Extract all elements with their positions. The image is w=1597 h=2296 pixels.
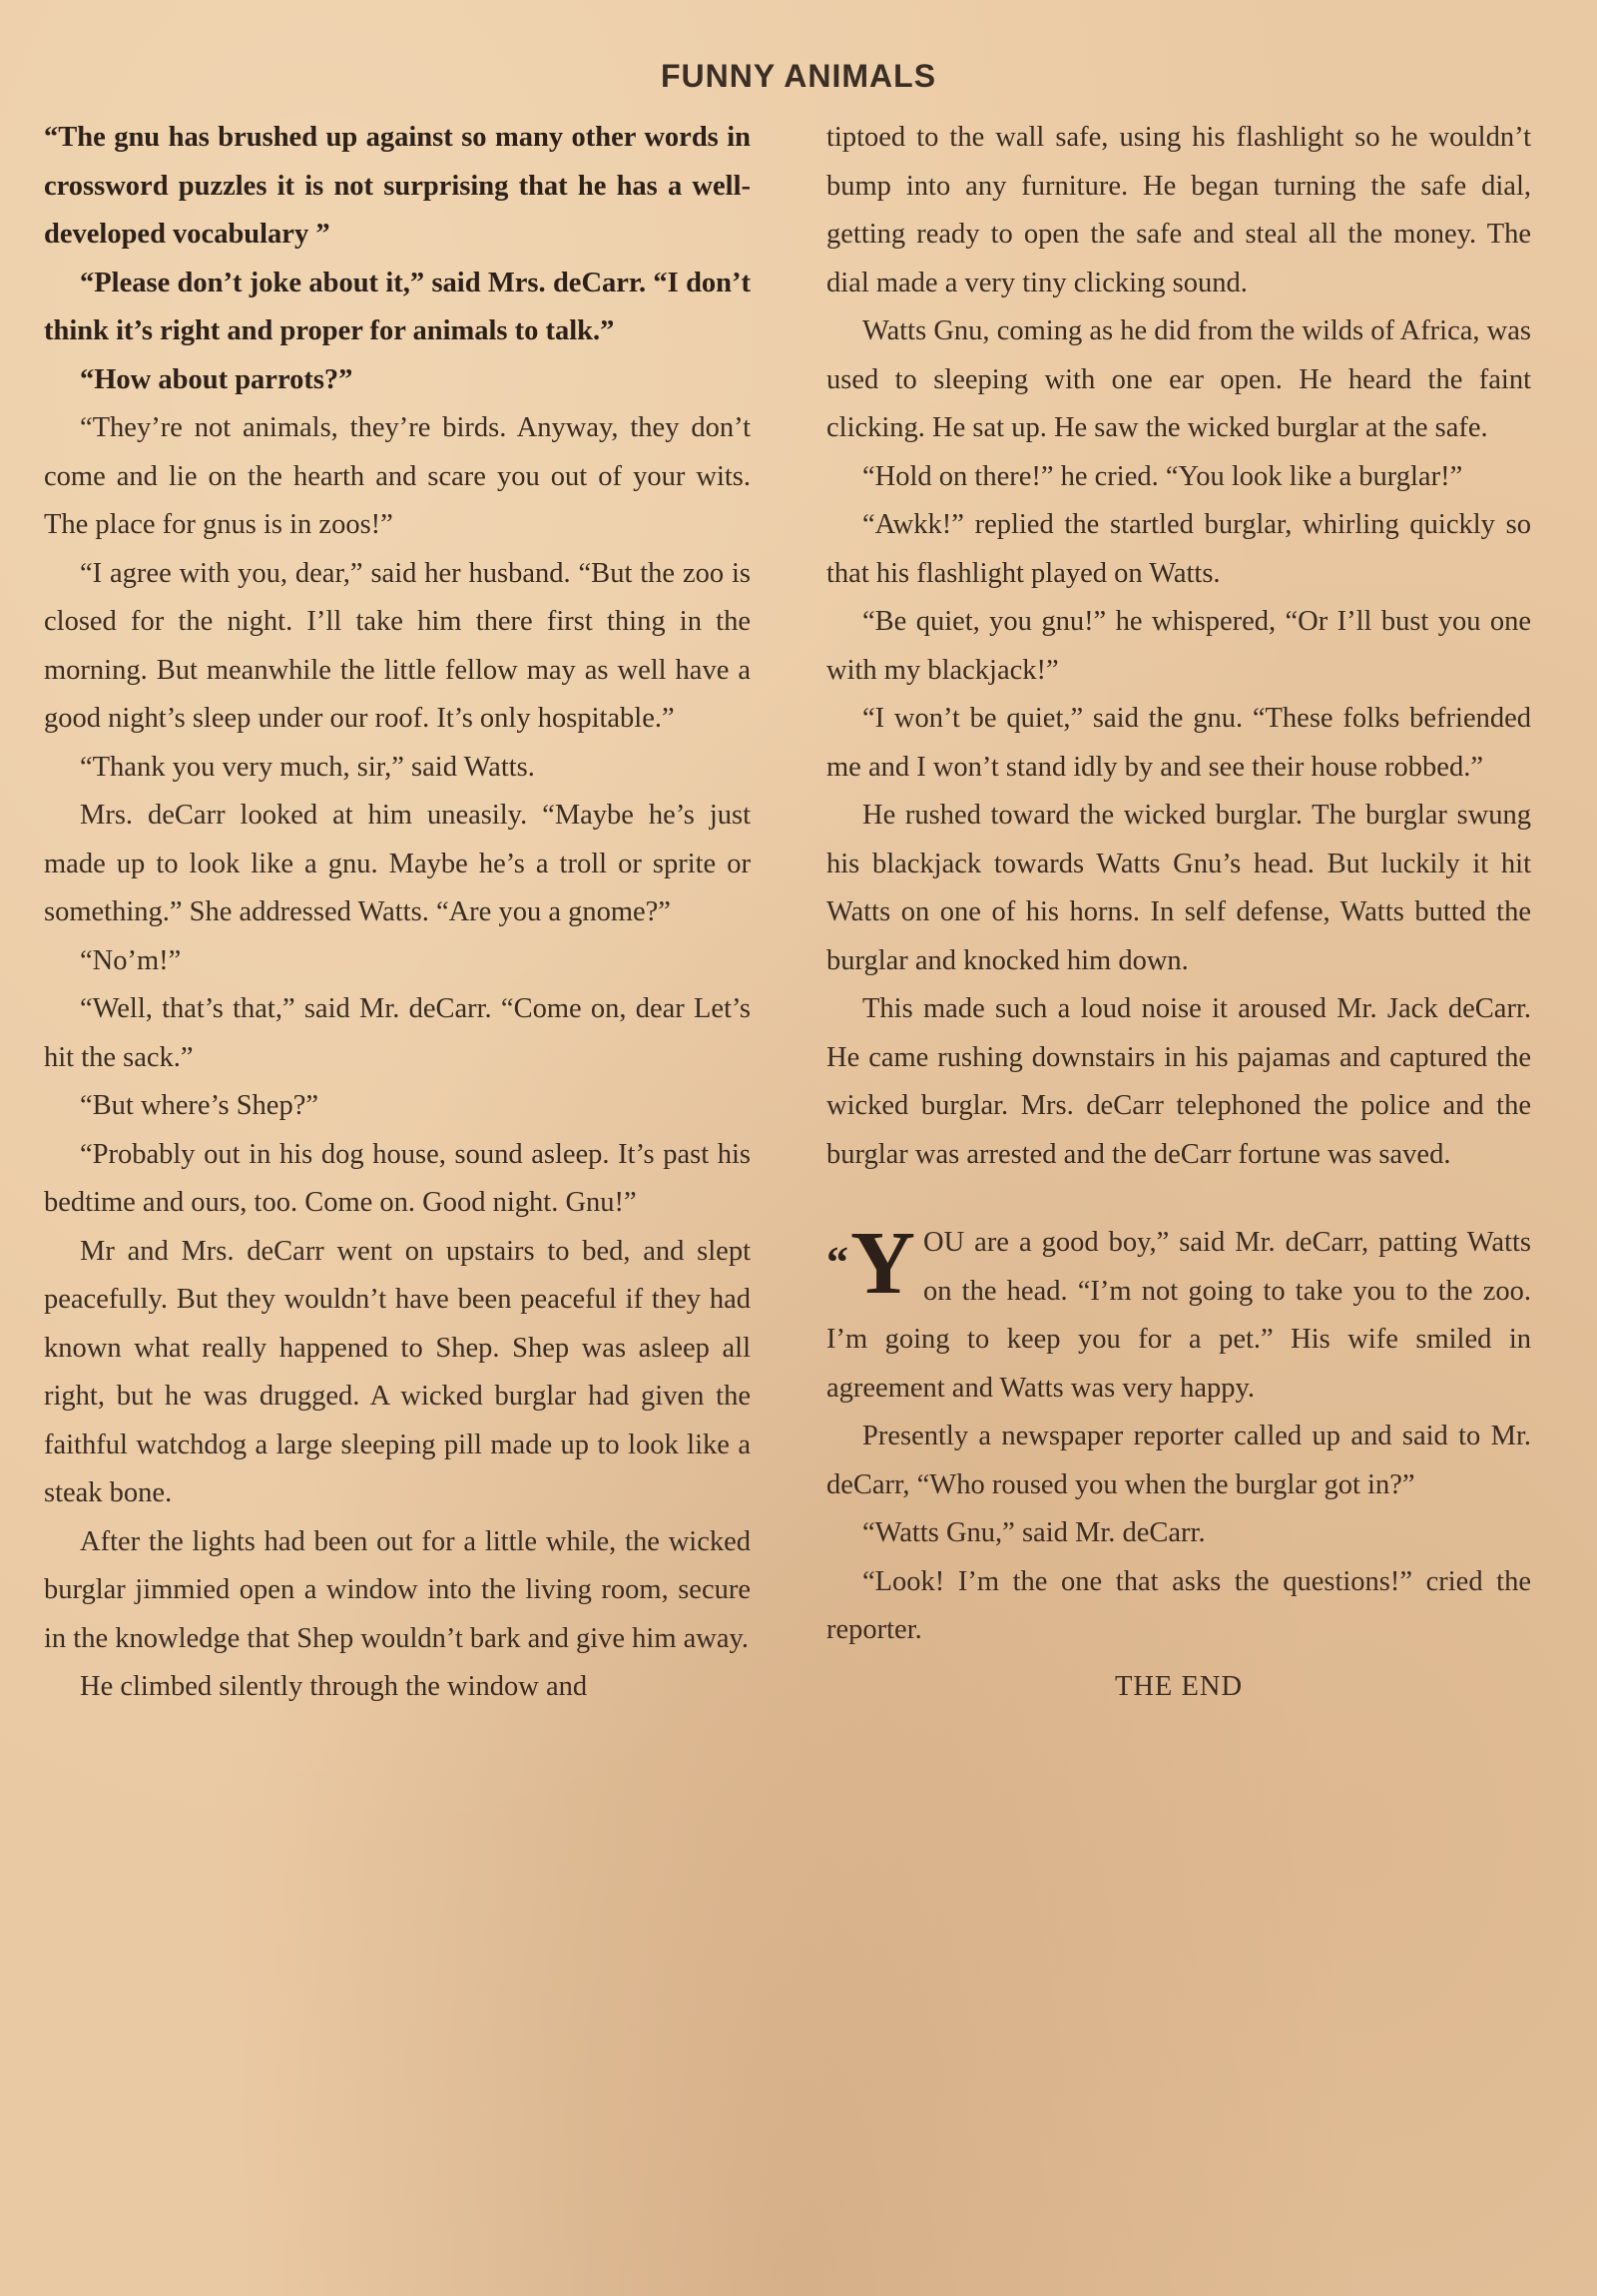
paragraph: “Probably out in his dog house, sound asleep. It’s past his bedtime and ours, too. Come on. Good night. Gnu!” <box>44 1138 751 1218</box>
left-column <box>44 114 751 1712</box>
paragraph: “Watts Gnu,” said Mr. deCarr. <box>862 1517 1206 1548</box>
paragraph: This made such a loud noise it aroused Mr. Jack deCarr. He came rushing downstairs in his pajamas and captured the wicked burglar. Mrs. deCarr telephoned the police and the burglar was arrested and the deCarr fortune was saved. <box>826 993 1531 1170</box>
paragraph: “Look! I’m the one that asks the questions!” cried the reporter. <box>826 1565 1531 1645</box>
paragraph: “I won’t be quiet,” said the gnu. “These folks befriended me and I won’t stand idly by and see their house robbed.” <box>826 703 1531 783</box>
paragraph: He rushed toward the wicked burglar. The burglar swung his blackjack towards Watts Gnu’s head. But luckily it hit Watts on one of his horns. In self defense, Watts butted the burglar and knocked him down. <box>826 800 1531 976</box>
page-header: FUNNY ANIMALS <box>660 58 937 94</box>
paragraph: “They’re not animals, they’re birds. Anyway, they don’t come and lie on the hearth and scare you out of your wits. The place for gnus is in zoos!” <box>44 412 751 540</box>
paragraph: “Please don’t joke about it,” said Mrs. deCarr. “I don’t think it’s right and proper for animals to talk.” <box>44 267 751 346</box>
section-break <box>826 1179 1531 1219</box>
paragraph-text: OU are a good boy,” said Mr. deCarr, patting Watts on the head. “I’m not going to take you to the zoo. I’m going to keep you for a pet.” His wife smiled in agreement and Watts was very happy. <box>826 1227 1531 1404</box>
paragraph: “Thank you very much, sir,” said Watts. <box>80 751 535 783</box>
paragraph: Presently a newspaper reporter called up and said to Mr. deCarr, “Who roused you when the burglar got in?” <box>826 1421 1531 1500</box>
paragraph: “Hold on there!” he cried. “You look like a burglar!” <box>862 460 1463 492</box>
right-column <box>826 114 1531 1711</box>
paragraph: “No’m!” <box>80 944 182 976</box>
paragraph: “Awkk!” replied the startled burglar, whirling quickly so that his flashlight played on Watts. <box>826 509 1531 589</box>
paragraph: “I agree with you, dear,” said her husband. “But the zoo is closed for the night. I’ll take him there first thing in the morning. But meanwhile the little fellow may as well have a good night’s sleep under our roof. It’s only hospitable.” <box>44 557 751 734</box>
paragraph: “Be quiet, you gnu!” he whispered, “Or I’ll bust you one with my blackjack!” <box>826 606 1531 686</box>
paragraph: “But where’s Shep?” <box>80 1090 319 1121</box>
the-end: THE END <box>1114 1670 1244 1702</box>
paragraph: Mrs. deCarr looked at him uneasily. “Maybe he’s just made up to look like a gnu. Maybe he’s a troll or sprite or something.” She addressed Watts. “Are you a gnome?” <box>44 800 751 927</box>
paragraph: tiptoed to the wall safe, using his flashlight so he wouldn’t bump into any furniture. He began turning the safe dial, getting ready to open the safe and steal all the money. The dial made a very tiny clicking sound. <box>826 122 1531 298</box>
dropcap-quote: “ <box>826 1238 848 1287</box>
paragraph: Watts Gnu, coming as he did from the wilds of Africa, was used to sleeping with one ear open. He heard the faint clicking. He sat up. He saw the wicked burglar at the safe. <box>826 315 1531 443</box>
paragraph: “Well, that’s that,” said Mr. deCarr. “Come on, dear Let’s hit the sack.” <box>44 993 751 1073</box>
paragraph: He climbed silently through the window and <box>80 1671 588 1702</box>
paragraph: “How about parrots?” <box>80 363 353 395</box>
dropcap-letter: Y <box>850 1214 915 1313</box>
paragraph: After the lights had been out for a little while, the wicked burglar jimmied open a window into the living room, secure in the knowledge that Shep wouldn’t bark and give him away. <box>44 1525 751 1654</box>
paragraph: Mr and Mrs. deCarr went on upstairs to bed, and slept peacefully. But they wouldn’t have been peaceful if they had known what really happened to Shep. Shep was asleep all right, but he was drugged. A wicked burglar had given the faithful watchdog a large sleeping pill made up to look like a steak bone. <box>44 1235 751 1508</box>
paragraph: “The gnu has brushed up against so many other words in crossword puzzles it is not surprising that he has a well-developed vocabulary ” <box>44 122 751 250</box>
dropcap <box>826 1214 915 1313</box>
dropcap-paragraph <box>826 1214 1531 1413</box>
